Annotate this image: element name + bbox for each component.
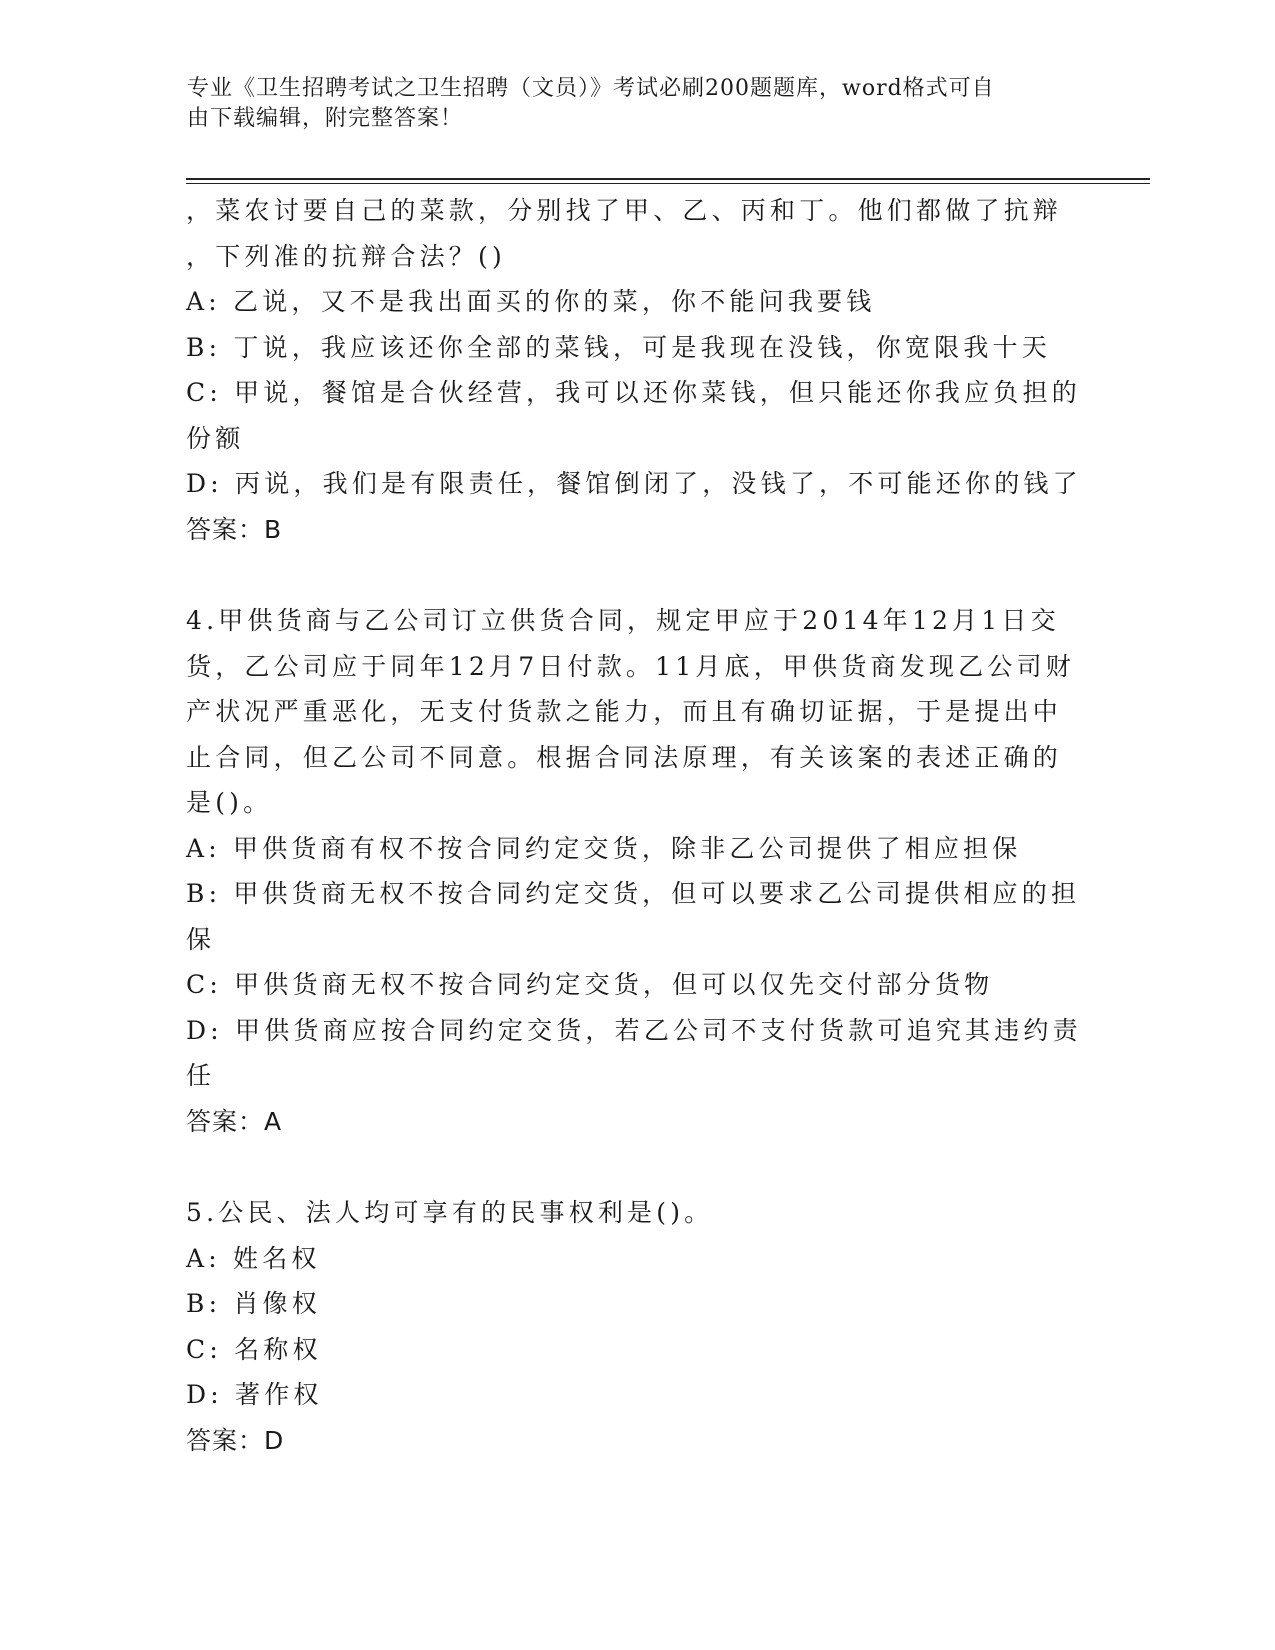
option-b: B: 丁说，我应该还你全部的菜钱，可是我现在没钱，你宽限我十天	[186, 332, 1051, 362]
question-5	[186, 1190, 1076, 1463]
question-stem-line: 是()。	[186, 788, 273, 817]
question-4	[186, 598, 1082, 1144]
option-b: B: 甲供货商无权不按合同约定交货，但可以要求乙公司提供相应的担	[186, 879, 1081, 908]
option-d: D: 著作权	[186, 1380, 323, 1409]
header-line-2: 由下载编辑，附完整答案！	[187, 106, 464, 131]
document-header	[187, 74, 1067, 134]
header-divider-thick	[186, 178, 1150, 180]
option-d-continued: 任	[186, 1061, 216, 1090]
option-a: A: 乙说，又不是我出面买的你的菜，你不能问我要钱	[186, 287, 876, 316]
option-c: C: 甲供货商无权不按合同约定交货，但可以仅先交付部分货物	[186, 970, 994, 999]
header-divider-thin	[186, 183, 1150, 184]
question-stem-line: 止合同，但乙公司不同意。根据合同法原理，有关该案的表述正确的	[186, 742, 1063, 772]
answer-label: 答案：A	[186, 1106, 283, 1136]
spacer	[186, 552, 1076, 598]
question-stem-line: ，菜农讨要自己的菜款，分别找了甲、乙、丙和丁。他们都做了抗辩	[186, 196, 1063, 225]
spacer	[186, 1144, 1076, 1190]
question-stem-line: ，下列准的抗辩合法？()	[186, 241, 506, 271]
answer-label: 答案：B	[186, 514, 283, 544]
option-d: D: 甲供货商应按合同约定交货，若乙公司不支付货款可追究其违约责	[186, 1015, 1082, 1045]
option-d: D: 丙说，我们是有限责任，餐馆倒闭了，没钱了，不可能还你的钱了	[186, 469, 1082, 498]
option-c-continued: 份额	[186, 423, 245, 453]
option-c: C: 甲说，餐馆是合伙经营，我可以还你菜钱，但只能还你我应负担的	[186, 378, 1081, 407]
question-stem-line: 4.甲供货商与乙公司订立供货合同，规定甲应于2014年12月1日交	[186, 606, 1060, 635]
option-c: C: 名称权	[186, 1334, 322, 1364]
question-stem-line: 5.公民、法人均可享有的民事权利是()。	[186, 1198, 714, 1227]
option-a: A: 姓名权	[186, 1243, 321, 1273]
question-stem-line: 货，乙公司应于同年12月7日付款。11月底，甲供货商发现乙公司财	[186, 651, 1075, 681]
question-stem-line: 产状况严重恶化，无支付货款之能力，而且有确切证据，于是提出中	[186, 697, 1063, 726]
option-a: A: 甲供货商有权不按合同约定交货，除非乙公司提供了相应担保	[186, 833, 1022, 863]
answer-label: 答案：D	[186, 1425, 285, 1455]
question-3	[186, 188, 1082, 552]
option-b-continued: 保	[186, 924, 216, 954]
option-b: B: 肖像权	[186, 1289, 321, 1318]
header-line-1: 专业《卫生招聘考试之卫生招聘（文员）》考试必刷200题题库，word格式可自	[187, 76, 995, 101]
question-content	[186, 188, 1082, 1463]
